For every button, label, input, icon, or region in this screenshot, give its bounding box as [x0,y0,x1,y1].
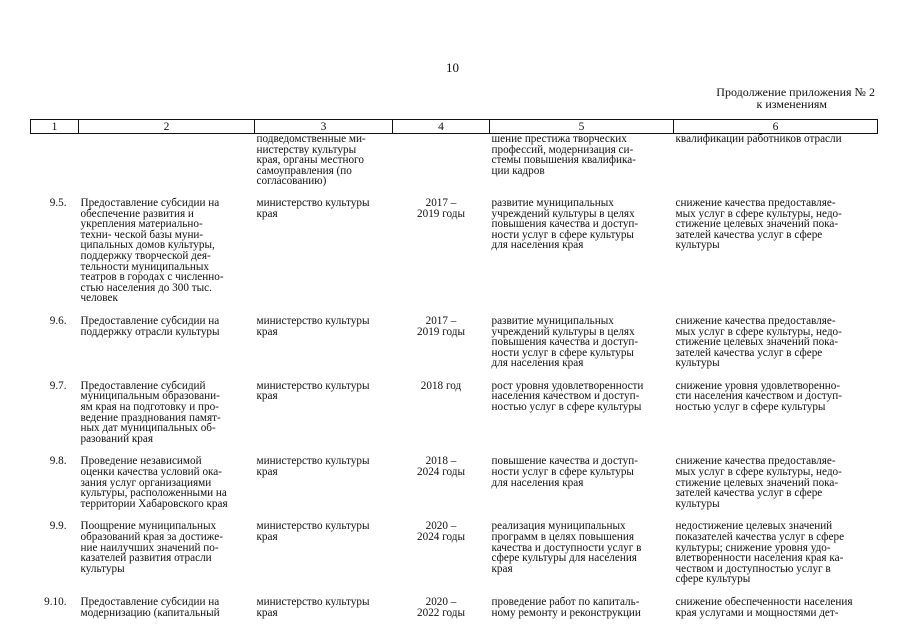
row-number: 9.10. [44,595,67,608]
row-period: 2020 – 2022 годы [417,595,465,619]
row-executor: министерство культуры края [256,455,370,479]
row-result: повышение качества и доступ- ности услуг в сфере культуры для населения края [491,455,638,489]
row-number: 9.5. [49,196,67,209]
row-description: Предоставление субсидии на обеспечение развития и укрепления материально- техни- ческой базы муни- ципальных домов культуры, поддержку творческой дея- тельности муниципальных театров в городах с численно- стью населения до 300 тыс. человек [80,196,224,305]
table-row [31,314,878,379]
row-number: 9.6. [49,314,67,327]
cont-cell-desc [79,134,255,196]
row-number: 9.9. [49,520,67,533]
table-row [31,595,878,628]
cont-cell-result: шение престижа творческих профессий, модернизация си- стемы повышения квалифика- ции кадров [491,133,636,177]
row-number: 9.8. [49,455,67,468]
table-header-row [31,120,878,134]
row-result: рост уровня удовлетворенности населения качеством и доступ- ностью услуг в сфере культуры [491,379,644,414]
row-result: развитие муниципальных учреждений культуры в целях повышения качества и доступ- ности услуг в сфере культуры для населения края [491,314,639,370]
row-consequence: снижение обеспеченности населения края услугами и мощностями дет- [675,595,853,619]
cont-cell-consequence: квалификации работников отрасли [675,133,842,145]
row-executor: министерство культуры края [256,520,370,543]
table-row [31,454,878,519]
row-executor: министерство культуры края [256,314,370,338]
table-row [31,196,878,314]
row-result: развитие муниципальных учреждений культуры в целях повышения качества и доступ- ности услуг в сфере культуры для населения края [491,196,639,252]
header-col-2: 2 [79,120,255,134]
row-period: 2017 – 2019 годы [417,314,465,338]
row-executor: министерство культуры края [256,379,370,403]
row-description: Предоставление субсидии на поддержку отрасли культуры [80,314,220,338]
table-row [31,379,878,455]
row-result: проведение работ по капиталь- ному ремонту и реконструкции [491,595,641,619]
row-consequence: снижение уровня удовлетворенно- сти населения качеством и доступ- ностью услуг в сфере культуры [675,379,842,414]
page-number: 10 [446,60,459,75]
row-consequence: снижение качества предоставляе- мых услуг в сфере культуры, недо- стижение целевых значений пока- зателей качества услуг в сфере культуры [675,455,842,510]
appendix-line-1: Продолжение приложения № 2 [716,85,875,99]
row-period: 2018 год [420,379,462,392]
row-number: 9.7. [49,379,67,392]
header-col-3: 3 [255,120,393,134]
row-period: 2017 – 2019 годы [417,196,465,220]
table-row-continued [31,134,878,196]
row-result: реализация муниципальных программ в целях повышения качества и доступности услуг в сфере культуры для населения края [491,520,642,575]
appendix-line-2: к изменениям [756,97,827,111]
measures-table [30,119,878,628]
row-period: 2020 – 2024 годы [417,520,465,543]
table-row [31,519,878,595]
cont-cell-period [393,134,490,196]
row-period: 2018 – 2024 годы [417,455,465,479]
row-consequence: снижение качества предоставляе- мых услуг в сфере культуры, недо- стижение целевых значений пока- зателей качества услуг в сфере культуры [675,196,842,252]
row-description: Поощрение муниципальных образований края за достиже- ние наилучших значений по- казателей развития отрасли культуры [80,520,223,575]
row-consequence: снижение качества предоставляе- мых услуг в сфере культуры, недо- стижение целевых значений пока- зателей качества услуг в сфере культуры [675,314,842,370]
header-col-5: 5 [490,120,674,134]
row-consequence: недостижение целевых значений показателей качества услуг в сфере культуры; снижение уровня удо- влетворенности населения края ка- чеством и доступностью услуг в сфере культуры [675,520,845,586]
row-executor: министерство культуры края [256,196,370,220]
row-description: Предоставление субсидий муниципальным образовани- ям края на подготовку и про- ведение празднования памят- ных дат муниципальных об- разований края [80,379,221,445]
row-description: Проведение независимой оценки качества условий ока- зания услуг организациями культуры, расположенными на территории Хабаровского края [80,455,228,510]
header-col-1: 1 [31,120,79,134]
row-description: Предоставление субсидии на модернизацию (капитальный [80,595,220,619]
header-col-6: 6 [674,120,878,134]
cont-cell-executor: подведомственные ми- нистерству культуры края, органы местного самоуправления (по согласованию) [256,133,366,188]
cont-cell-num [31,134,79,196]
header-col-4: 4 [393,120,490,134]
row-executor: министерство культуры края [256,595,370,619]
appendix-caption [655,86,875,110]
